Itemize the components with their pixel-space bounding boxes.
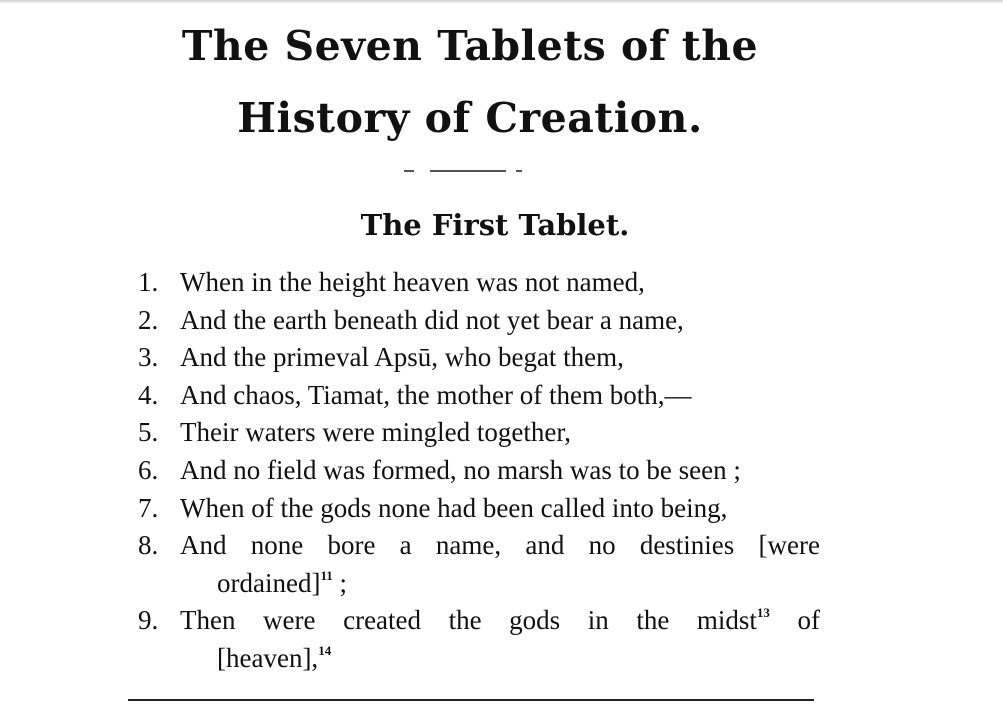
- verse-text-line: [180, 602, 820, 640]
- verse-text: And chaos, Tiamat, the mother of them both,—: [180, 379, 692, 410]
- verse-number: 7.: [138, 492, 159, 523]
- verse-number: 2.: [138, 304, 159, 335]
- verse-number: 9.: [138, 605, 159, 636]
- verse-text: When in the height heaven was not named,: [180, 267, 645, 297]
- verse-8: [138, 527, 820, 565]
- footnote-marker: 13: [756, 605, 770, 621]
- verse-number: 4.: [138, 379, 159, 410]
- verse-text-end: of: [769, 605, 820, 636]
- verse-1: [138, 264, 820, 302]
- verse-number: 8.: [138, 530, 159, 561]
- footnote-rule: [128, 699, 814, 701]
- verse-3: [138, 339, 820, 377]
- verse-2: [138, 302, 820, 340]
- verse-list: [138, 264, 820, 678]
- verse-5: [138, 414, 820, 452]
- footnote-marker: 11: [320, 567, 333, 583]
- window-top-edge: [0, 0, 1003, 4]
- verse-text: And the earth beneath did not yet bear a name,: [180, 304, 684, 335]
- verse-text: When of the gods none had been called into being,: [180, 492, 728, 523]
- footnote-marker: 14: [318, 642, 332, 658]
- verse-number: 3.: [138, 342, 159, 373]
- verse-7: [138, 490, 820, 528]
- verse-text: And the primeval Apsū, who begat them,: [180, 342, 624, 373]
- tablet-heading: The First Tablet.: [360, 208, 630, 242]
- verse-4: [138, 377, 820, 415]
- verse-text: Their waters were mingled together,: [180, 417, 572, 448]
- verse-text: And no field was formed, no marsh was to be seen ;: [180, 454, 741, 485]
- page-title: The Seven Tablets of the History of Creation.: [181, 22, 759, 142]
- verse-9: [138, 602, 820, 640]
- verse-6: [138, 452, 820, 490]
- verse-continuation-text: [heaven],: [217, 642, 319, 673]
- verse-8-continuation: [138, 565, 820, 603]
- verse-9-continuation: [138, 640, 820, 678]
- verse-text: Then were created the gods in the midst: [180, 605, 757, 636]
- verse-number: 6.: [138, 454, 159, 485]
- verse-number: 1.: [138, 267, 159, 297]
- verse-continuation-text: ordained]: [217, 567, 321, 598]
- ornamental-divider: [404, 170, 530, 172]
- verse-text: And none bore a name, and no destinies [were: [180, 530, 820, 561]
- verse-number: 5.: [138, 417, 159, 448]
- verse-continuation-tail: ;: [332, 567, 348, 598]
